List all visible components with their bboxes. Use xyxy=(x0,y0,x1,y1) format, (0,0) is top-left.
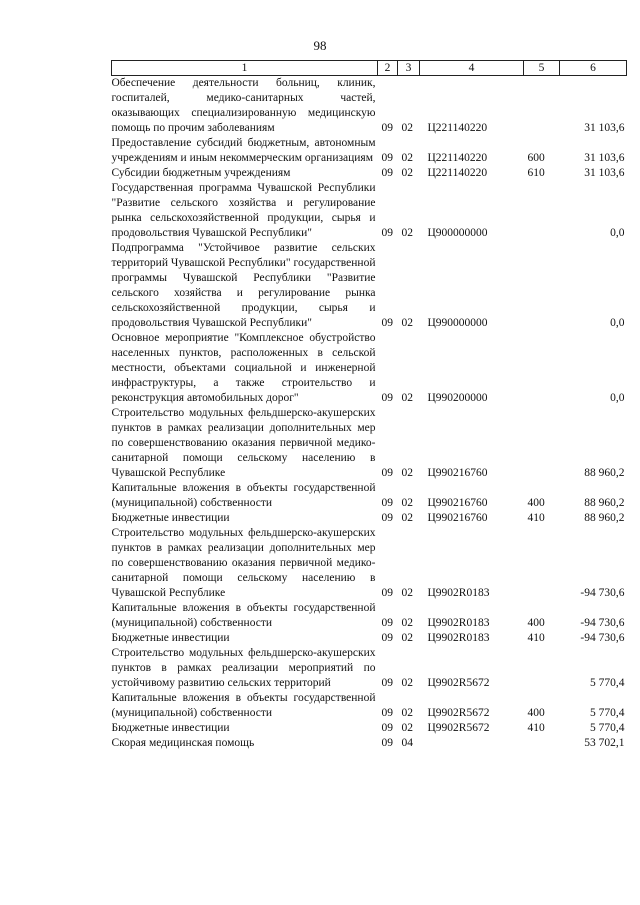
table-row xyxy=(112,481,627,511)
row-c3-cell: 02 xyxy=(401,152,413,164)
header-cell-6: 6 xyxy=(560,61,627,76)
header-cell-5: 5 xyxy=(524,61,560,76)
row-c4-cell: Ц990216760 xyxy=(427,512,488,524)
row-name-cell: Скорая медицинская помощь xyxy=(111,737,255,749)
row-c5-cell xyxy=(524,646,560,691)
row-name-cell: Строительство модульных фельдшерско-акушерских пунктов в рамках реализации дополнительных мер по совершенствованию оказания первичной медико-санитарной помощи сельскому населению в Чувашской Республике xyxy=(111,407,376,479)
row-c2-cell: 09 xyxy=(381,722,393,734)
row-c3-cell: 02 xyxy=(401,467,413,479)
row-c6-cell: 31 103,6 xyxy=(584,122,625,134)
row-c3-cell: 02 xyxy=(401,392,413,404)
table-row xyxy=(112,166,627,181)
row-name-cell: Государственная программа Чувашской Республики "Развитие сельского хозяйства и регулирование рынка сельскохозяйственной продукции, сырья и продовольствия Чувашской Республики" xyxy=(111,182,376,239)
row-c6-cell: 0,0 xyxy=(610,317,625,329)
row-c5-cell: 610 xyxy=(527,167,545,179)
row-c2-cell: 09 xyxy=(381,152,393,164)
row-c6-cell: 5 770,4 xyxy=(590,677,625,689)
row-c5-cell xyxy=(524,76,560,137)
row-c5-cell: 410 xyxy=(527,632,545,644)
row-c6-cell: 5 770,4 xyxy=(590,707,625,719)
row-name-cell: Строительство модульных фельдшерско-акушерских пунктов в рамках реализации дополнительных мер по совершенствованию оказания первичной медико-санитарной помощи сельскому населению в Чувашской Республике xyxy=(111,527,376,599)
row-c3-cell: 02 xyxy=(401,227,413,239)
row-c5-cell xyxy=(524,181,560,241)
row-c6-cell: -94 730,6 xyxy=(580,632,625,644)
row-name-cell: Обеспечение деятельности больниц, клиник, госпиталей, медико-санитарных частей, оказывающих специализированную медицинскую помощь по прочим заболеваниям xyxy=(111,77,376,134)
row-c2-cell: 09 xyxy=(381,512,393,524)
row-name-cell: Капитальные вложения в объекты государственной (муниципальной) собственности xyxy=(111,692,376,719)
row-c3-cell: 02 xyxy=(401,677,413,689)
row-c4-cell: Ц900000000 xyxy=(427,227,488,239)
row-c2-cell: 09 xyxy=(381,227,393,239)
row-name-cell: Бюджетные инвестиции xyxy=(111,722,230,734)
header-cell-3: 3 xyxy=(398,61,420,76)
table-header-row xyxy=(112,61,627,76)
table-row xyxy=(112,646,627,691)
row-c4-cell: Ц9902R5672 xyxy=(427,677,490,689)
row-c5-cell: 400 xyxy=(527,617,545,629)
table-row xyxy=(112,331,627,406)
row-c5-cell xyxy=(524,241,560,331)
row-c3-cell: 02 xyxy=(401,122,413,134)
row-c6-cell: 5 770,4 xyxy=(590,722,625,734)
row-c5-cell xyxy=(524,331,560,406)
row-c3-cell: 02 xyxy=(401,512,413,524)
header-cell-1: 1 xyxy=(112,61,378,76)
row-c3-cell: 02 xyxy=(401,317,413,329)
row-c4-cell: Ц990200000 xyxy=(427,392,488,404)
row-c5-cell: 400 xyxy=(527,497,545,509)
row-c6-cell: 88 960,2 xyxy=(584,467,625,479)
row-name-cell: Субсидии бюджетным учреждениям xyxy=(111,167,291,179)
row-c6-cell: 31 103,6 xyxy=(584,167,625,179)
row-c5-cell xyxy=(524,736,560,751)
row-c6-cell: 31 103,6 xyxy=(584,152,625,164)
row-c2-cell: 09 xyxy=(381,617,393,629)
row-c2-cell: 09 xyxy=(381,467,393,479)
table-row xyxy=(112,526,627,601)
row-c2-cell: 09 xyxy=(381,707,393,719)
row-c4-cell: Ц9902R0183 xyxy=(427,587,490,599)
row-c5-cell: 410 xyxy=(527,512,545,524)
row-c5-cell: 410 xyxy=(527,722,545,734)
row-name-cell: Капитальные вложения в объекты государственной (муниципальной) собственности xyxy=(111,602,376,629)
row-c6-cell: -94 730,6 xyxy=(580,587,625,599)
row-c4-cell: Ц990000000 xyxy=(427,317,488,329)
row-c3-cell: 04 xyxy=(401,737,413,749)
row-c6-cell: 0,0 xyxy=(610,392,625,404)
row-c2-cell: 09 xyxy=(381,632,393,644)
row-c3-cell: 02 xyxy=(401,167,413,179)
row-c4-cell: Ц221140220 xyxy=(427,167,488,179)
row-name-cell: Капитальные вложения в объекты государственной (муниципальной) собственности xyxy=(111,482,376,509)
row-c3-cell: 02 xyxy=(401,722,413,734)
row-c5-cell xyxy=(524,526,560,601)
row-c4-cell: Ц221140220 xyxy=(427,152,488,164)
row-c2-cell: 09 xyxy=(381,677,393,689)
row-name-cell: Бюджетные инвестиции xyxy=(111,512,230,524)
row-c3-cell: 02 xyxy=(401,617,413,629)
table-row xyxy=(112,736,627,751)
row-c2-cell: 09 xyxy=(381,737,393,749)
row-c4-cell xyxy=(420,736,524,751)
table-row xyxy=(112,241,627,331)
row-c6-cell: 53 702,1 xyxy=(584,737,625,749)
table-row xyxy=(112,136,627,166)
row-c6-cell: 88 960,2 xyxy=(584,497,625,509)
row-c5-cell xyxy=(524,406,560,481)
row-c6-cell: 88 960,2 xyxy=(584,512,625,524)
row-name-cell: Бюджетные инвестиции xyxy=(111,632,230,644)
row-c5-cell: 600 xyxy=(527,152,545,164)
table-row xyxy=(112,631,627,646)
row-c4-cell: Ц990216760 xyxy=(427,497,488,509)
row-c2-cell: 09 xyxy=(381,587,393,599)
row-name-cell: Основное мероприятие "Комплексное обустройство населенных пунктов, расположенных в сельской местности, объектами социальной и инженерной инфраструктуры, а также строительство и реконструкция автомобильных дорог" xyxy=(111,332,376,404)
row-c4-cell: Ц9902R5672 xyxy=(427,707,490,719)
table-row xyxy=(112,406,627,481)
row-c5-cell: 400 xyxy=(527,707,545,719)
row-name-cell: Предоставление субсидий бюджетным, автономным учреждениям и иным некоммерческим организациям xyxy=(111,137,376,164)
row-name-cell: Подпрограмма "Устойчивое развитие сельских территорий Чувашской Республики" государственной программы Чувашской Республики "Развитие сельского хозяйства и регулирование рынка сельскохозяйственной продукции, сырья и продовольствия Чувашской Республики" xyxy=(111,242,376,329)
page-number: 98 xyxy=(313,38,327,53)
row-c2-cell: 09 xyxy=(381,392,393,404)
budget-table xyxy=(111,60,627,751)
row-name-cell: Строительство модульных фельдшерско-акушерских пунктов в рамках реализации мероприятий по устойчивому развитию сельских территорий xyxy=(111,647,376,689)
row-c4-cell: Ц9902R0183 xyxy=(427,632,490,644)
row-c2-cell: 09 xyxy=(381,497,393,509)
table-row xyxy=(112,511,627,526)
row-c4-cell: Ц221140220 xyxy=(427,122,488,134)
row-c4-cell: Ц9902R0183 xyxy=(427,617,490,629)
table-row xyxy=(112,601,627,631)
header-cell-4: 4 xyxy=(420,61,524,76)
row-c3-cell: 02 xyxy=(401,497,413,509)
row-c6-cell: -94 730,6 xyxy=(580,617,625,629)
table-row xyxy=(112,691,627,721)
header-cell-2: 2 xyxy=(378,61,398,76)
row-c4-cell: Ц9902R5672 xyxy=(427,722,490,734)
row-c3-cell: 02 xyxy=(401,707,413,719)
row-c2-cell: 09 xyxy=(381,317,393,329)
row-c3-cell: 02 xyxy=(401,587,413,599)
row-c2-cell: 09 xyxy=(381,122,393,134)
row-c6-cell: 0,0 xyxy=(610,227,625,239)
row-c2-cell: 09 xyxy=(381,167,393,179)
table-row xyxy=(112,721,627,736)
table-row xyxy=(112,76,627,137)
row-c4-cell: Ц990216760 xyxy=(427,467,488,479)
table-row xyxy=(112,181,627,241)
row-c3-cell: 02 xyxy=(401,632,413,644)
